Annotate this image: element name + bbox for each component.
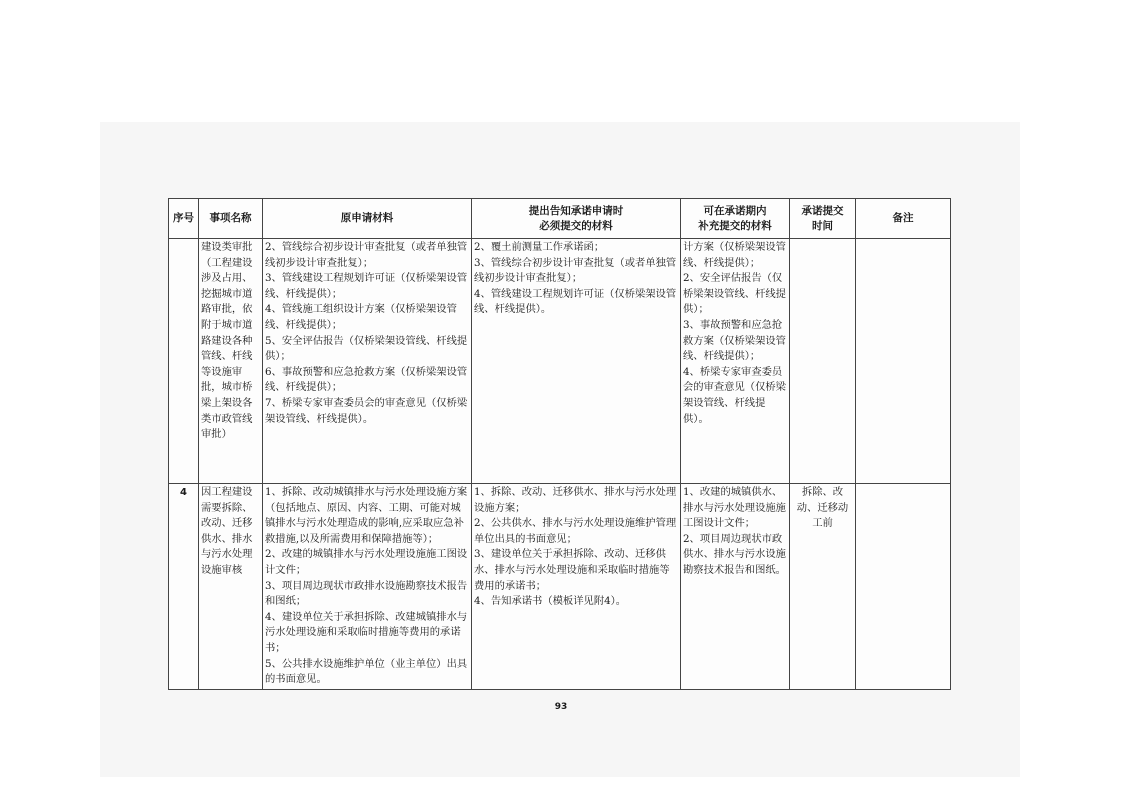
row-supplement [681,239,790,484]
row-original [263,239,472,484]
header-remark: 备注 [856,199,951,239]
row-deadline [790,239,856,484]
row-name: 因工程建设需要拆除、改动、迁移供水、排水与污水处理设施审核 [199,484,263,690]
header-deadline-line: 承诺提交 [801,204,844,217]
header-name: 事项名称 [199,199,263,239]
header-required-line: 提出告知承诺申请时 [528,204,624,217]
row-remark [856,239,951,484]
list-item: 4、管线施工组织设计方案（仅桥梁架设管线、杆线提供）； [265,303,457,331]
header-row [169,199,951,239]
list-item: 2、覆土前测量工作承诺函； [474,241,605,253]
header-supplement-line: 补充提交的材料 [698,219,772,232]
list-item: 2、改建的城镇排水与污水处理设施施工图设计文件； [265,548,468,576]
list-item: 2、安全评估报告（仅桥梁架设管线、杆线提供）； [683,272,786,316]
table-row [169,239,951,484]
row-seq: 4 [169,484,199,690]
list-item: 4、桥梁专家审查委员会的审查意见（仅桥梁架设管线、杆线提供）。 [683,365,786,425]
list-item: 3、管线建设工程规划许可证（仅桥梁架设管线、杆线提供）； [265,272,468,300]
header-required-line: 必须提交的材料 [539,219,613,232]
row-remark [856,484,951,690]
row-seq [169,239,199,484]
row-name: 建设类审批（工程建设涉及占用、挖掘城市道路审批，依附于城市道路建设各种管线、杆线等设施审批，城市桥梁上架设各类市政管线审批） [199,239,263,484]
list-item: 4、管线建设工程规划许可证（仅桥梁架设管线、杆线提供）。 [474,287,677,316]
row-original [263,484,472,690]
list-item: 7、桥梁专家审查委员会的审查意见（仅桥梁架设管线、杆线提供）。 [265,396,468,425]
header-required [472,199,681,239]
row-required [472,484,681,690]
row-required [472,239,681,484]
header-supplement-line: 可在承诺期内 [703,204,767,217]
header-deadline [790,199,856,239]
list-item: 1、改建的城镇供水、排水与污水处理设施施工图设计文件； [683,486,786,530]
list-item: 4、建设单位关于承担拆除、改建城镇排水与污水处理设施和采取临时措施等费用的承诺书； [265,610,468,654]
list-item: 6、事故预警和应急抢救方案（仅桥梁架设管线、杆线提供）； [265,365,468,394]
list-item: 2、项目周边现状市政供水、排水与污水设施勘察技术报告和图纸。 [683,532,786,576]
header-original: 原申请材料 [263,199,472,239]
list-item: 计方案（仅桥梁架设管线、杆线提供）； [683,241,786,269]
header-supplement [681,199,790,239]
list-item: 3、管线综合初步设计审查批复（或者单独管线初步设计审查批复）； [474,256,677,285]
row-deadline: 拆除、改动、迁移动工前 [790,484,856,690]
list-item: 1、拆除、改动、迁移供水、排水与污水处理设施方案； [474,486,677,514]
list-item: 4、告知承诺书（模板详见附4）。 [474,595,627,608]
list-item: 3、项目周边现状市政排水设施勘察技术报告和图纸； [265,579,468,608]
header-deadline-line: 时间 [812,219,833,232]
list-item: 3、事故预警和应急抢救方案（仅桥梁架设管线、杆线提供）； [683,318,786,363]
list-item: 1、拆除、改动城镇排水与污水处理设施方案（包括地点、原因、内容、工期、可能对城镇排水与污水处理造成的影响,应采取应急补救措施,以及所需费用和保障措施等）； [265,486,468,545]
requirements-table [168,198,951,690]
table-row [169,484,951,690]
list-item: 3、建设单位关于承担拆除、改动、迁移供水、排水与污水处理设施和采取临时措施等费用的承诺书； [474,548,670,592]
list-item: 5、安全评估报告（仅桥梁架设管线、杆线提供）； [265,334,468,363]
row-supplement [681,484,790,690]
header-seq: 序号 [169,199,199,239]
page-number: 93 [554,702,568,712]
list-item: 2、管线综合初步设计审查批复（或者单独管线初步设计审查批复）； [265,241,468,269]
list-item: 5、公共排水设施维护单位（业主单位）出具的书面意见。 [265,657,468,686]
list-item: 2、公共供水、排水与污水处理设施维护管理单位出具的书面意见； [474,517,677,545]
